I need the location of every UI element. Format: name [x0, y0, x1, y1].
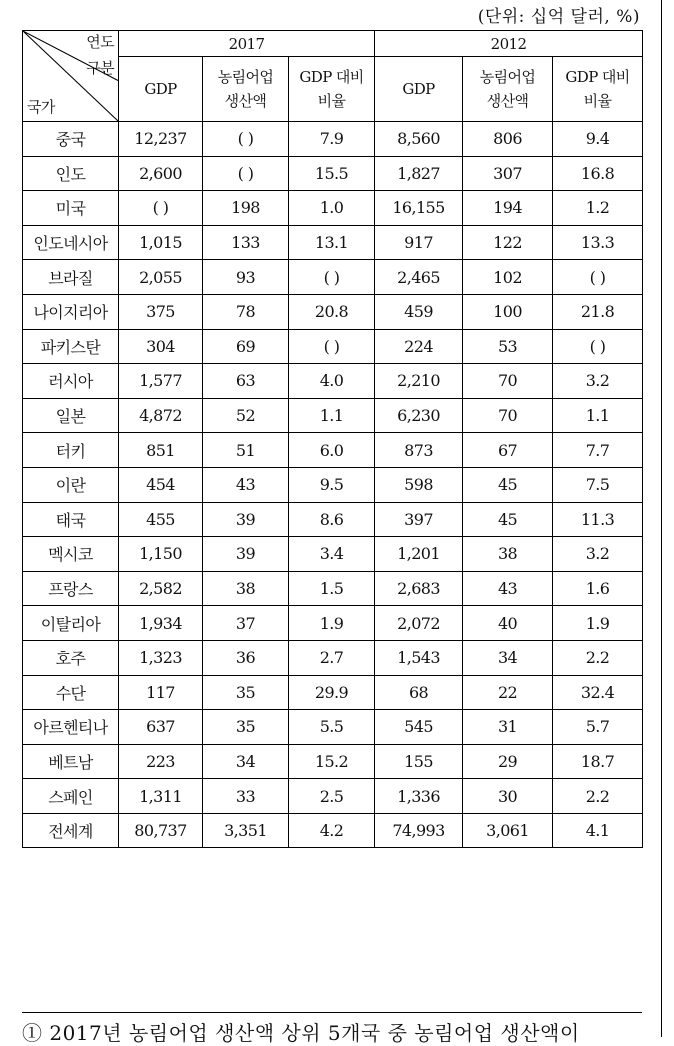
table-row	[23, 156, 643, 191]
ratio-2012-cell: 32.4	[553, 675, 643, 710]
agri-output-2012-cell: 122	[463, 225, 553, 260]
agri-output-2017-cell: 39	[203, 502, 289, 537]
ratio-2017-cell: ( )	[289, 260, 375, 295]
table-row	[23, 294, 643, 329]
table-row	[23, 710, 643, 745]
agri-output-2017-cell: 37	[203, 606, 289, 641]
country-cell: 아르헨티나	[23, 710, 119, 745]
gdp-2017-cell: 1,311	[119, 779, 203, 814]
ratio-2012-cell: 9.4	[553, 122, 643, 157]
gdp-2017-cell: 1,577	[119, 364, 203, 399]
gdp-2017-cell: 375	[119, 294, 203, 329]
ratio-2017-cell: 8.6	[289, 502, 375, 537]
ratio-2017-cell: 4.0	[289, 364, 375, 399]
ratio-2017-cell: 1.0	[289, 191, 375, 226]
country-cell: 태국	[23, 502, 119, 537]
gdp-2012-cell: 1,201	[375, 537, 463, 572]
gdp-2017-cell: 4,872	[119, 398, 203, 433]
agri-output-2012-cell: 31	[463, 710, 553, 745]
agri-output-2012-cell: 3,061	[463, 813, 553, 848]
gdp-2017-cell: 2,600	[119, 156, 203, 191]
agri-output-2012-cell: 30	[463, 779, 553, 814]
agri-output-2012-cell: 34	[463, 640, 553, 675]
agri-output-2017-cell: 78	[203, 294, 289, 329]
agri-output-2012-cell: 194	[463, 191, 553, 226]
table-row	[23, 260, 643, 295]
gdp-2012-cell: 224	[375, 329, 463, 364]
table-row	[23, 329, 643, 364]
corner-year-label: 연도	[86, 33, 114, 51]
country-cell: 이탈리아	[23, 606, 119, 641]
ratio-2012-cell: 2.2	[553, 779, 643, 814]
table-row	[23, 191, 643, 226]
country-cell: 호주	[23, 640, 119, 675]
gdp-2012-cell: 6,230	[375, 398, 463, 433]
country-cell: 터키	[23, 433, 119, 468]
gdp-2012-cell: 1,543	[375, 640, 463, 675]
header-corner-cell	[23, 31, 119, 122]
gdp-2017-cell: 1,150	[119, 537, 203, 572]
ratio-2012-cell: 1.9	[553, 606, 643, 641]
question-choice-1: ① 2017년 농림어업 생산액 상위 5개국 중 농림어업 생산액이	[22, 1021, 580, 1045]
gdp-2017-cell: 454	[119, 467, 203, 502]
gdp-2012-cell: 2,210	[375, 364, 463, 399]
gdp-2012-cell: 68	[375, 675, 463, 710]
ratio-2017-cell: 1.5	[289, 571, 375, 606]
agri-output-2012-cell: 806	[463, 122, 553, 157]
agri-output-2012-cell: 53	[463, 329, 553, 364]
ratio-2012-cell: 2.2	[553, 640, 643, 675]
agri-output-2012-cell: 102	[463, 260, 553, 295]
table-row	[23, 640, 643, 675]
ratio-2012-cell: 3.2	[553, 364, 643, 399]
country-cell: 수단	[23, 675, 119, 710]
ratio-2012-cell: ( )	[553, 329, 643, 364]
ratio-2012-cell: 1.2	[553, 191, 643, 226]
ratio-2017-cell: 9.5	[289, 467, 375, 502]
agri-output-2017-cell: 51	[203, 433, 289, 468]
ratio-2017-cell: 13.1	[289, 225, 375, 260]
unit-note: (단위: 십억 달러, %)	[477, 7, 640, 27]
country-cell: 이란	[23, 467, 119, 502]
table-row	[23, 675, 643, 710]
gdp-2017-cell: 304	[119, 329, 203, 364]
header-row-years	[23, 31, 643, 57]
table-row	[23, 467, 643, 502]
gdp-2012-cell: 74,993	[375, 813, 463, 848]
agri-output-2017-cell: 52	[203, 398, 289, 433]
ratio-2017-cell: ( )	[289, 329, 375, 364]
gdp-2012-cell: 917	[375, 225, 463, 260]
agri-output-2017-cell: 38	[203, 571, 289, 606]
agri-gdp-table	[22, 30, 643, 848]
ratio-2017-cell: 6.0	[289, 433, 375, 468]
col-header-agri-output-2017: 농림어업 생산액	[203, 57, 289, 122]
agri-output-2012-cell: 38	[463, 537, 553, 572]
ratio-2012-cell: 1.1	[553, 398, 643, 433]
agri-output-2017-cell: 33	[203, 779, 289, 814]
gdp-2017-cell: 80,737	[119, 813, 203, 848]
gdp-2012-cell: 598	[375, 467, 463, 502]
country-cell: 중국	[23, 122, 119, 157]
col-header-gdp-2017: GDP	[119, 57, 203, 122]
table-bottom-rule	[22, 1012, 642, 1013]
gdp-2017-cell: 1,015	[119, 225, 203, 260]
year-header-2012: 2012	[375, 31, 643, 57]
agri-output-2012-cell: 22	[463, 675, 553, 710]
gdp-2012-cell: 8,560	[375, 122, 463, 157]
gdp-2012-cell: 1,336	[375, 779, 463, 814]
country-cell: 러시아	[23, 364, 119, 399]
corner-category-label: 구분	[86, 59, 114, 77]
gdp-2017-cell: 1,934	[119, 606, 203, 641]
table-row	[23, 813, 643, 848]
table-row	[23, 779, 643, 814]
gdp-2017-cell: 1,323	[119, 640, 203, 675]
ratio-2017-cell: 5.5	[289, 710, 375, 745]
agri-output-2017-cell: 133	[203, 225, 289, 260]
table-row	[23, 122, 643, 157]
agri-output-2017-cell: 3,351	[203, 813, 289, 848]
agri-output-2012-cell: 100	[463, 294, 553, 329]
gdp-2012-cell: 155	[375, 744, 463, 779]
agri-output-2017-cell: 36	[203, 640, 289, 675]
agri-output-2012-cell: 40	[463, 606, 553, 641]
ratio-2017-cell: 15.2	[289, 744, 375, 779]
table-row	[23, 744, 643, 779]
country-cell: 일본	[23, 398, 119, 433]
ratio-2012-cell: 7.5	[553, 467, 643, 502]
ratio-2017-cell: 1.1	[289, 398, 375, 433]
country-cell: 전세계	[23, 813, 119, 848]
agri-output-2017-cell: 63	[203, 364, 289, 399]
agri-output-2017-cell: 39	[203, 537, 289, 572]
ratio-2012-cell: 21.8	[553, 294, 643, 329]
agri-output-2017-cell: 69	[203, 329, 289, 364]
gdp-2017-cell: ( )	[119, 191, 203, 226]
page-right-border	[661, 0, 662, 1037]
table-row	[23, 502, 643, 537]
agri-output-2012-cell: 70	[463, 364, 553, 399]
agri-output-2017-cell: 35	[203, 675, 289, 710]
gdp-2017-cell: 2,055	[119, 260, 203, 295]
country-cell: 나이지리아	[23, 294, 119, 329]
agri-output-2017-cell: 93	[203, 260, 289, 295]
ratio-2017-cell: 20.8	[289, 294, 375, 329]
table-row	[23, 433, 643, 468]
gdp-2012-cell: 397	[375, 502, 463, 537]
ratio-2017-cell: 1.9	[289, 606, 375, 641]
table-row	[23, 398, 643, 433]
col-header-ratio-2017: GDP 대비 비율	[289, 57, 375, 122]
ratio-2012-cell: 3.2	[553, 537, 643, 572]
ratio-2012-cell: 1.6	[553, 571, 643, 606]
country-cell: 인도네시아	[23, 225, 119, 260]
table-row	[23, 537, 643, 572]
ratio-2012-cell: 5.7	[553, 710, 643, 745]
gdp-2017-cell: 117	[119, 675, 203, 710]
country-cell: 인도	[23, 156, 119, 191]
gdp-2012-cell: 16,155	[375, 191, 463, 226]
col-header-gdp-2012: GDP	[375, 57, 463, 122]
agri-output-2012-cell: 307	[463, 156, 553, 191]
gdp-2012-cell: 873	[375, 433, 463, 468]
ratio-2012-cell: 13.3	[553, 225, 643, 260]
agri-output-2017-cell: 43	[203, 467, 289, 502]
gdp-2012-cell: 1,827	[375, 156, 463, 191]
gdp-2012-cell: 459	[375, 294, 463, 329]
gdp-2017-cell: 12,237	[119, 122, 203, 157]
country-cell: 프랑스	[23, 571, 119, 606]
agri-output-2012-cell: 29	[463, 744, 553, 779]
table-row	[23, 606, 643, 641]
ratio-2012-cell: ( )	[553, 260, 643, 295]
gdp-2017-cell: 637	[119, 710, 203, 745]
gdp-2012-cell: 545	[375, 710, 463, 745]
gdp-2017-cell: 223	[119, 744, 203, 779]
ratio-2012-cell: 11.3	[553, 502, 643, 537]
agri-output-2017-cell: ( )	[203, 156, 289, 191]
ratio-2012-cell: 7.7	[553, 433, 643, 468]
country-cell: 베트남	[23, 744, 119, 779]
year-header-2017: 2017	[119, 31, 375, 57]
agri-output-2012-cell: 45	[463, 467, 553, 502]
country-cell: 멕시코	[23, 537, 119, 572]
gdp-2012-cell: 2,465	[375, 260, 463, 295]
ratio-2017-cell: 7.9	[289, 122, 375, 157]
ratio-2017-cell: 15.5	[289, 156, 375, 191]
agri-output-2017-cell: 34	[203, 744, 289, 779]
agri-output-2012-cell: 70	[463, 398, 553, 433]
gdp-2012-cell: 2,683	[375, 571, 463, 606]
country-cell: 브라질	[23, 260, 119, 295]
agri-output-2017-cell: 35	[203, 710, 289, 745]
ratio-2017-cell: 2.5	[289, 779, 375, 814]
agri-output-2017-cell: ( )	[203, 122, 289, 157]
ratio-2012-cell: 18.7	[553, 744, 643, 779]
agri-output-2012-cell: 43	[463, 571, 553, 606]
ratio-2012-cell: 16.8	[553, 156, 643, 191]
ratio-2012-cell: 4.1	[553, 813, 643, 848]
col-header-ratio-2012: GDP 대비 비율	[553, 57, 643, 122]
table-row	[23, 225, 643, 260]
ratio-2017-cell: 29.9	[289, 675, 375, 710]
gdp-2017-cell: 851	[119, 433, 203, 468]
country-cell: 미국	[23, 191, 119, 226]
col-header-agri-output-2012: 농림어업 생산액	[463, 57, 553, 122]
table-row	[23, 364, 643, 399]
corner-country-label: 국가	[27, 98, 55, 116]
country-cell: 스페인	[23, 779, 119, 814]
gdp-2012-cell: 2,072	[375, 606, 463, 641]
ratio-2017-cell: 4.2	[289, 813, 375, 848]
agri-output-2012-cell: 67	[463, 433, 553, 468]
gdp-2017-cell: 455	[119, 502, 203, 537]
agri-output-2012-cell: 45	[463, 502, 553, 537]
country-cell: 파키스탄	[23, 329, 119, 364]
agri-output-2017-cell: 198	[203, 191, 289, 226]
gdp-2017-cell: 2,582	[119, 571, 203, 606]
ratio-2017-cell: 3.4	[289, 537, 375, 572]
ratio-2017-cell: 2.7	[289, 640, 375, 675]
table-row	[23, 571, 643, 606]
